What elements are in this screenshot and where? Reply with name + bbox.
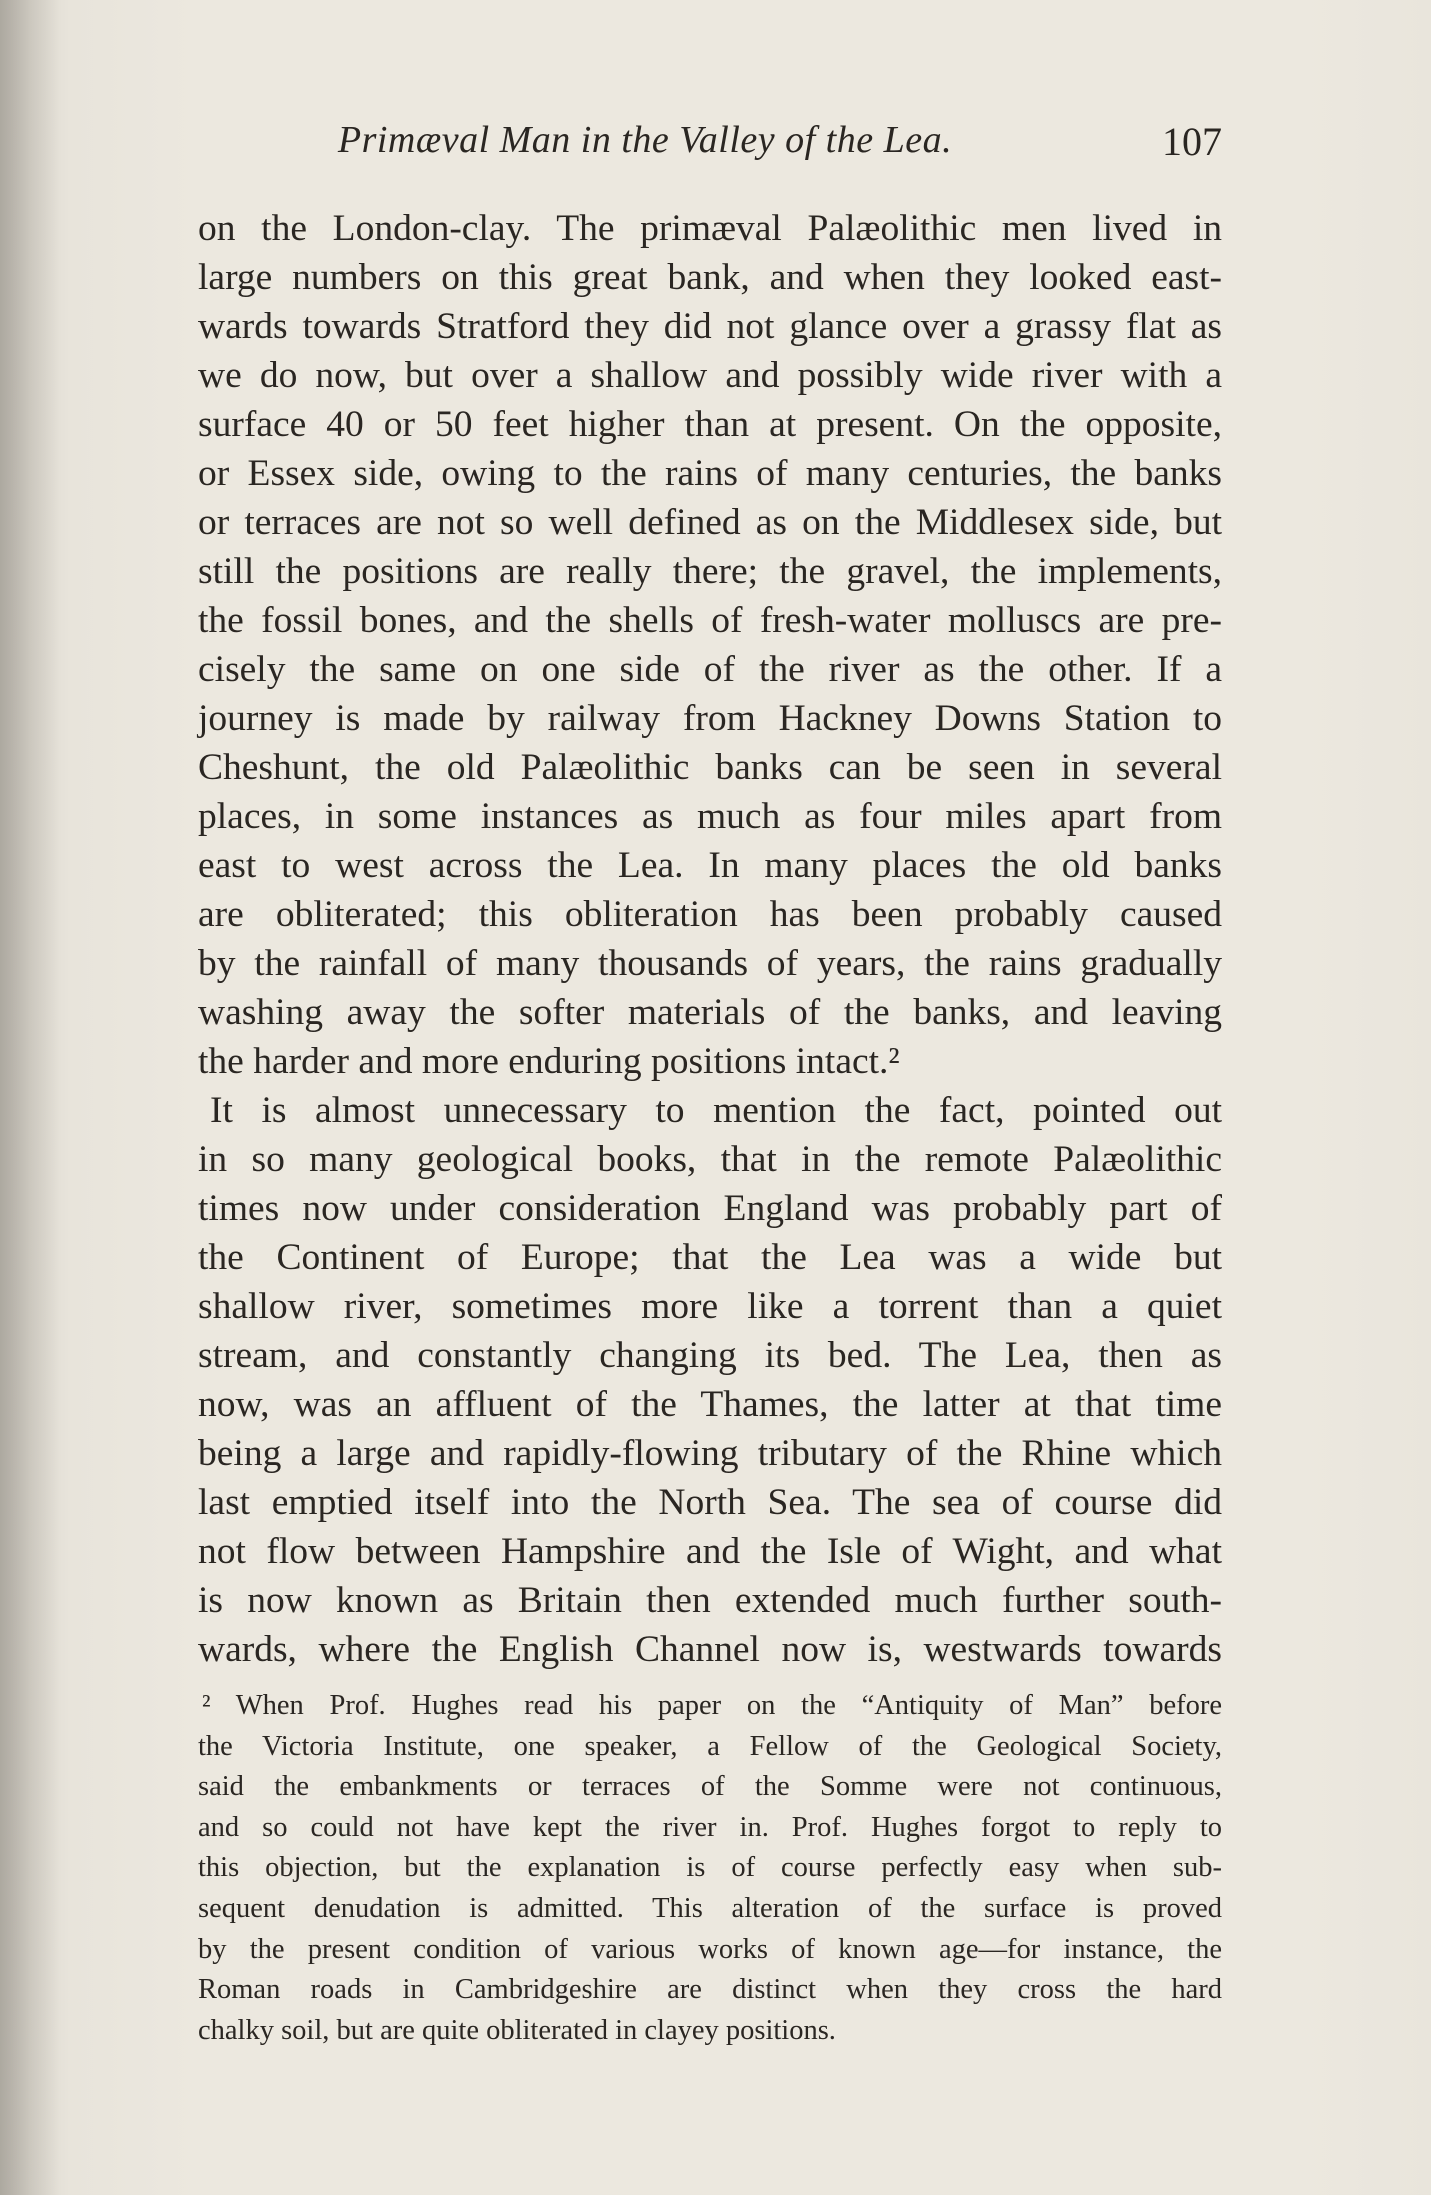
- body-line: the Continent of Europe; that the Lea was a wide but: [198, 1237, 1222, 1278]
- body-line: washing away the softer materials of the banks, and leaving: [198, 992, 1222, 1033]
- body-line: or terraces are not so well defined as on the Middlesex side, but: [198, 502, 1222, 543]
- body-line: journey is made by railway from Hackney Downs Station to: [198, 698, 1222, 739]
- body-line: in so many geological books, that in the remote Palæolithic: [198, 1139, 1222, 1180]
- body-line: places, in some instances as much as four miles apart from: [198, 796, 1222, 837]
- body-line: by the rainfall of many thousands of years, the rains gradually: [198, 943, 1222, 984]
- footnote-line: Roman roads in Cambridgeshire are distinct when they cross the hard: [198, 1974, 1222, 2006]
- body-line: cisely the same on one side of the river as the other. If a: [198, 649, 1222, 690]
- body-line: times now under consideration England was probably part of: [198, 1188, 1222, 1229]
- body-line: It is almost unnecessary to mention the fact, pointed out: [210, 1090, 1222, 1131]
- running-head: [198, 118, 1222, 174]
- body-line: shallow river, sometimes more like a torrent than a quiet: [198, 1286, 1222, 1327]
- body-line: wards towards Stratford they did not glance over a grassy flat as: [198, 306, 1222, 347]
- footnote-line: and so could not have kept the river in. Prof. Hughes forgot to reply to: [198, 1811, 1222, 1843]
- body-line: wards, where the English Channel now is, westwards towards: [198, 1629, 1222, 1670]
- body-text: [198, 204, 1222, 1674]
- body-line: or Essex side, owing to the rains of many centuries, the banks: [198, 453, 1222, 494]
- body-line: we do now, but over a shallow and possibly wide river with a: [198, 355, 1222, 396]
- body-line: large numbers on this great bank, and when they looked east-: [198, 257, 1222, 298]
- footnote-line: said the embankments or terraces of the Somme were not continuous,: [198, 1771, 1222, 1803]
- body-line: the fossil bones, and the shells of fresh-water molluscs are pre-: [198, 600, 1222, 641]
- body-line: stream, and constantly changing its bed. The Lea, then as: [198, 1335, 1222, 1376]
- body-line: on the London-clay. The primæval Palæolithic men lived in: [198, 208, 1222, 249]
- footnote-line: ² When Prof. Hughes read his paper on the “Antiquity of Man” before: [202, 1690, 1222, 1721]
- footnote-line: the Victoria Institute, one speaker, a Fellow of the Geological Society,: [198, 1730, 1222, 1762]
- body-line: being a large and rapidly-flowing tributary of the Rhine which: [198, 1433, 1222, 1474]
- footnote-line: this objection, but the explanation is of course perfectly easy when sub-: [198, 1852, 1222, 1884]
- page-number: 107: [1162, 119, 1222, 164]
- footnote-line: sequent denudation is admitted. This alteration of the surface is proved: [198, 1892, 1222, 1924]
- body-line: surface 40 or 50 feet higher than at present. On the opposite,: [198, 404, 1222, 445]
- body-line: the harder and more enduring positions intact.²: [198, 1041, 900, 1082]
- body-line: east to west across the Lea. In many places the old banks: [198, 845, 1222, 886]
- footnote-line: by the present condition of various works of known age—for instance, the: [198, 1933, 1222, 1965]
- body-line: are obliterated; this obliteration has been probably caused: [198, 894, 1222, 935]
- body-line: last emptied itself into the North Sea. The sea of course did: [198, 1482, 1222, 1523]
- running-title: Primæval Man in the Valley of the Lea.: [337, 119, 953, 161]
- body-line: Cheshunt, the old Palæolithic banks can be seen in several: [198, 747, 1222, 788]
- body-line: still the positions are really there; the gravel, the implements,: [198, 551, 1222, 592]
- body-line: now, was an affluent of the Thames, the latter at that time: [198, 1384, 1222, 1425]
- footnote: [198, 1686, 1222, 2051]
- body-line: not flow between Hampshire and the Isle of Wight, and what: [198, 1531, 1222, 1572]
- body-line: is now known as Britain then extended much further south-: [198, 1580, 1222, 1621]
- footnote-line: chalky soil, but are quite obliterated in clayey positions.: [198, 2014, 836, 2046]
- page-gutter-shadow: [0, 0, 60, 2195]
